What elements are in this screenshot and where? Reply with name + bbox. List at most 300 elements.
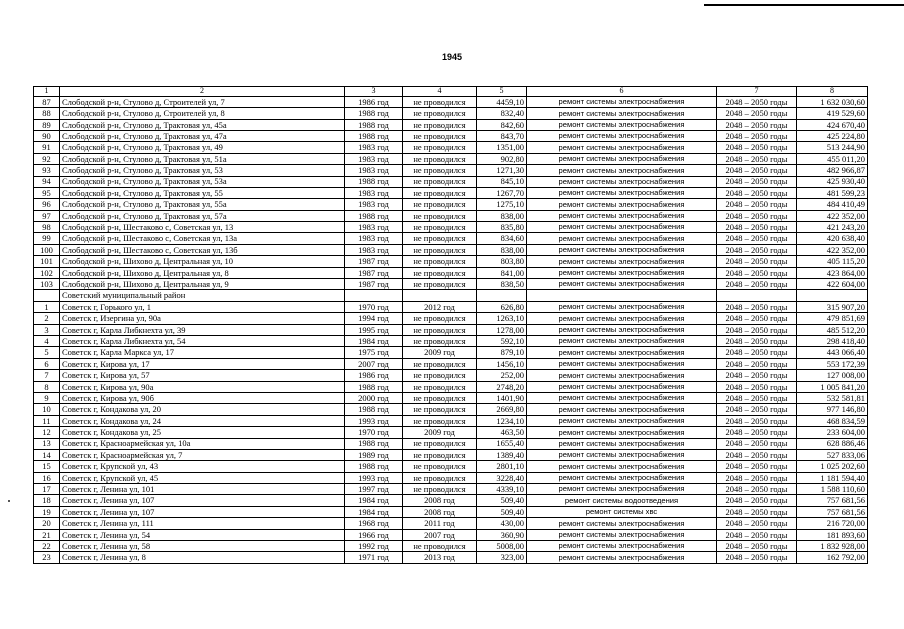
area-cell: [477, 290, 527, 301]
cost-cell: 1 025 202,60: [797, 461, 868, 472]
period-cell: 2048 – 2050 годы: [717, 484, 797, 495]
last-repair-cell: не проводился: [403, 176, 477, 187]
last-repair-cell: 2009 год: [403, 347, 477, 358]
capital-repair-table: [33, 86, 868, 564]
address-cell: Слободской р-н, Стулово д, Трактовая ул, 55а: [60, 199, 345, 210]
last-repair-cell: не проводился: [403, 336, 477, 347]
last-repair-cell: не проводился: [403, 392, 477, 403]
last-repair-cell: не проводился: [403, 199, 477, 210]
cost-cell: 1 005 841,20: [797, 381, 868, 392]
cost-cell: 977 146,80: [797, 404, 868, 415]
row-number: 20: [34, 518, 60, 529]
cost-cell: 468 834,59: [797, 415, 868, 426]
build-year-cell: 1988 год: [345, 438, 403, 449]
table-row: [34, 449, 868, 460]
cost-cell: 425 930,40: [797, 176, 868, 187]
area-cell: 463,50: [477, 427, 527, 438]
row-number: 23: [34, 552, 60, 563]
cost-cell: 481 599,23: [797, 187, 868, 198]
work-type-cell: ремонт системы электроснабжения: [527, 119, 717, 130]
period-cell: 2048 – 2050 годы: [717, 347, 797, 358]
last-repair-cell: не проводился: [403, 256, 477, 267]
period-cell: 2048 – 2050 годы: [717, 415, 797, 426]
table-row: [34, 267, 868, 278]
last-repair-cell: 2008 год: [403, 506, 477, 517]
work-type-cell: ремонт системы электроснабжения: [527, 130, 717, 141]
area-cell: 2748,20: [477, 381, 527, 392]
row-number: [34, 290, 60, 301]
period-cell: 2048 – 2050 годы: [717, 165, 797, 176]
build-year-cell: 1988 год: [345, 119, 403, 130]
cost-cell: 482 966,87: [797, 165, 868, 176]
work-type-cell: ремонт системы электроснабжения: [527, 153, 717, 164]
area-cell: 879,10: [477, 347, 527, 358]
address-cell: Советск г, Ленина ул, 107: [60, 506, 345, 517]
table-row: [34, 427, 868, 438]
area-cell: 509,40: [477, 506, 527, 517]
work-type-cell: ремонт системы электроснабжения: [527, 381, 717, 392]
table-row: [34, 506, 868, 517]
section-header-row: [34, 290, 868, 301]
row-number: 13: [34, 438, 60, 449]
address-cell: Советск г, Карла Маркса ул, 17: [60, 347, 345, 358]
area-cell: 902,80: [477, 153, 527, 164]
address-cell: Слободской р-н, Стулово д, Трактовая ул, 45а: [60, 119, 345, 130]
build-year-cell: 1993 год: [345, 415, 403, 426]
row-number: 95: [34, 187, 60, 198]
work-type-cell: ремонт системы водоотведения: [527, 495, 717, 506]
period-cell: 2048 – 2050 годы: [717, 427, 797, 438]
table-row: [34, 438, 868, 449]
last-repair-cell: не проводился: [403, 165, 477, 176]
build-year-cell: 1986 год: [345, 370, 403, 381]
area-cell: 1234,10: [477, 415, 527, 426]
row-number: 100: [34, 244, 60, 255]
table-row: [34, 518, 868, 529]
address-cell: Советский муниципальный район: [60, 290, 345, 301]
last-repair-cell: 2011 год: [403, 518, 477, 529]
work-type-cell: ремонт системы электроснабжения: [527, 370, 717, 381]
build-year-cell: 1968 год: [345, 518, 403, 529]
last-repair-cell: не проводился: [403, 210, 477, 221]
last-repair-cell: не проводился: [403, 96, 477, 107]
table-row: [34, 495, 868, 506]
table-row: [34, 279, 868, 290]
row-number: 16: [34, 472, 60, 483]
address-cell: Слободской р-н, Стулово д, Трактовая ул, 55: [60, 187, 345, 198]
work-type-cell: ремонт системы электроснабжения: [527, 461, 717, 472]
work-type-cell: ремонт системы электроснабжения: [527, 347, 717, 358]
table-row: [34, 244, 868, 255]
address-cell: Советск г, Горького ул, 1: [60, 301, 345, 312]
cost-cell: 127 008,00: [797, 370, 868, 381]
table-row: [34, 392, 868, 403]
table-row: [34, 552, 868, 563]
work-type-cell: ремонт системы электроснабжения: [527, 427, 717, 438]
cost-cell: 421 243,20: [797, 222, 868, 233]
address-cell: Слободской р-н, Шихово д, Центральная ул, 10: [60, 256, 345, 267]
build-year-cell: 1983 год: [345, 233, 403, 244]
work-type-cell: [527, 290, 717, 301]
period-cell: 2048 – 2050 годы: [717, 313, 797, 324]
work-type-cell: ремонт системы электроснабжения: [527, 210, 717, 221]
cost-cell: 479 851,69: [797, 313, 868, 324]
last-repair-cell: не проводился: [403, 233, 477, 244]
column-number-row: [34, 87, 868, 97]
work-type-cell: ремонт системы электроснабжения: [527, 199, 717, 210]
last-repair-cell: не проводился: [403, 153, 477, 164]
work-type-cell: ремонт системы электроснабжения: [527, 324, 717, 335]
period-cell: 2048 – 2050 годы: [717, 392, 797, 403]
table-row: [34, 404, 868, 415]
address-cell: Советск г, Ленина ул, 107: [60, 495, 345, 506]
row-number: 87: [34, 96, 60, 107]
table-row: [34, 199, 868, 210]
cost-cell: 424 670,40: [797, 119, 868, 130]
address-cell: Советск г, Ленина ул, 8: [60, 552, 345, 563]
row-number: 97: [34, 210, 60, 221]
area-cell: 832,40: [477, 108, 527, 119]
area-cell: 3228,40: [477, 472, 527, 483]
area-cell: 1401,90: [477, 392, 527, 403]
area-cell: 2801,10: [477, 461, 527, 472]
table-row: [34, 472, 868, 483]
address-cell: Советск г, Ленина ул, 101: [60, 484, 345, 495]
work-type-cell: ремонт системы электроснабжения: [527, 313, 717, 324]
last-repair-cell: [403, 290, 477, 301]
area-cell: 841,00: [477, 267, 527, 278]
address-cell: Советск г, Кондакова ул, 24: [60, 415, 345, 426]
address-cell: Слободской р-н, Шестаково с, Советская ул, 13а: [60, 233, 345, 244]
row-number: 3: [34, 324, 60, 335]
cost-cell: 216 720,00: [797, 518, 868, 529]
period-cell: 2048 – 2050 годы: [717, 153, 797, 164]
address-cell: Советск г, Красноармейская ул, 10а: [60, 438, 345, 449]
work-type-cell: ремонт системы электроснабжения: [527, 96, 717, 107]
table-row: [34, 96, 868, 107]
area-cell: 838,00: [477, 244, 527, 255]
scan-mark: [8, 500, 10, 502]
area-cell: 838,00: [477, 210, 527, 221]
build-year-cell: 1994 год: [345, 313, 403, 324]
area-cell: 1275,10: [477, 199, 527, 210]
area-cell: 838,50: [477, 279, 527, 290]
period-cell: 2048 – 2050 годы: [717, 130, 797, 141]
build-year-cell: 1987 год: [345, 256, 403, 267]
period-cell: 2048 – 2050 годы: [717, 256, 797, 267]
row-number: 2: [34, 313, 60, 324]
work-type-cell: ремонт системы электроснабжения: [527, 518, 717, 529]
build-year-cell: 1984 год: [345, 336, 403, 347]
build-year-cell: 1986 год: [345, 96, 403, 107]
build-year-cell: 1988 год: [345, 461, 403, 472]
period-cell: 2048 – 2050 годы: [717, 495, 797, 506]
work-type-cell: ремонт системы электроснабжения: [527, 256, 717, 267]
cost-cell: 425 224,80: [797, 130, 868, 141]
address-cell: Советск г, Кирова ул, 90а: [60, 381, 345, 392]
build-year-cell: 1987 год: [345, 279, 403, 290]
column-header: 2: [60, 87, 345, 97]
period-cell: 2048 – 2050 годы: [717, 222, 797, 233]
cost-cell: 181 893,60: [797, 529, 868, 540]
table-row: [34, 256, 868, 267]
last-repair-cell: не проводился: [403, 119, 477, 130]
last-repair-cell: не проводился: [403, 222, 477, 233]
period-cell: 2048 – 2050 годы: [717, 404, 797, 415]
build-year-cell: 1995 год: [345, 324, 403, 335]
work-type-cell: ремонт системы электроснабжения: [527, 222, 717, 233]
table-row: [34, 233, 868, 244]
period-cell: 2048 – 2050 годы: [717, 370, 797, 381]
work-type-cell: ремонт системы электроснабжения: [527, 552, 717, 563]
area-cell: 626,80: [477, 301, 527, 312]
area-cell: 509,40: [477, 495, 527, 506]
cost-cell: 1 832 928,00: [797, 541, 868, 552]
area-cell: 5008,00: [477, 541, 527, 552]
work-type-cell: ремонт системы электроснабжения: [527, 415, 717, 426]
build-year-cell: 1989 год: [345, 449, 403, 460]
address-cell: Советск г, Красноармейская ул, 7: [60, 449, 345, 460]
period-cell: 2048 – 2050 годы: [717, 199, 797, 210]
build-year-cell: 1988 год: [345, 404, 403, 415]
address-cell: Советск г, Карла Либкнехта ул, 39: [60, 324, 345, 335]
area-cell: 845,10: [477, 176, 527, 187]
period-cell: 2048 – 2050 годы: [717, 119, 797, 130]
table-row: [34, 358, 868, 369]
row-number: 5: [34, 347, 60, 358]
period-cell: 2048 – 2050 годы: [717, 472, 797, 483]
build-year-cell: 1971 год: [345, 552, 403, 563]
cost-cell: 422 604,00: [797, 279, 868, 290]
last-repair-cell: не проводился: [403, 244, 477, 255]
area-cell: 430,00: [477, 518, 527, 529]
cost-cell: 315 907,20: [797, 301, 868, 312]
address-cell: Советск г, Кондакова ул, 20: [60, 404, 345, 415]
cost-cell: 422 352,00: [797, 210, 868, 221]
row-number: 15: [34, 461, 60, 472]
area-cell: 4339,10: [477, 484, 527, 495]
cost-cell: 757 681,56: [797, 506, 868, 517]
area-cell: 843,70: [477, 130, 527, 141]
area-cell: 360,90: [477, 529, 527, 540]
cost-cell: 420 638,40: [797, 233, 868, 244]
area-cell: 1263,10: [477, 313, 527, 324]
area-cell: 842,60: [477, 119, 527, 130]
cost-cell: 1 632 030,60: [797, 96, 868, 107]
work-type-cell: ремонт системы электроснабжения: [527, 404, 717, 415]
build-year-cell: 1988 год: [345, 210, 403, 221]
area-cell: 1267,70: [477, 187, 527, 198]
row-number: 7: [34, 370, 60, 381]
work-type-cell: ремонт системы электроснабжения: [527, 267, 717, 278]
work-type-cell: ремонт системы электроснабжения: [527, 233, 717, 244]
period-cell: 2048 – 2050 годы: [717, 187, 797, 198]
period-cell: 2048 – 2050 годы: [717, 176, 797, 187]
address-cell: Слободской р-н, Стулово д, Трактовая ул, 53: [60, 165, 345, 176]
row-number: 89: [34, 119, 60, 130]
row-number: 11: [34, 415, 60, 426]
area-cell: 1271,30: [477, 165, 527, 176]
address-cell: Слободской р-н, Шихово д, Центральная ул, 8: [60, 267, 345, 278]
period-cell: 2048 – 2050 годы: [717, 541, 797, 552]
period-cell: 2048 – 2050 годы: [717, 438, 797, 449]
row-number: 91: [34, 142, 60, 153]
work-type-cell: ремонт системы электроснабжения: [527, 244, 717, 255]
area-cell: 803,80: [477, 256, 527, 267]
address-cell: Слободской р-н, Шестаково с, Советская ул, 13б: [60, 244, 345, 255]
top-rule: [704, 4, 904, 6]
period-cell: 2048 – 2050 годы: [717, 279, 797, 290]
row-number: 21: [34, 529, 60, 540]
last-repair-cell: не проводился: [403, 267, 477, 278]
period-cell: 2048 – 2050 годы: [717, 506, 797, 517]
last-repair-cell: не проводился: [403, 324, 477, 335]
last-repair-cell: не проводился: [403, 484, 477, 495]
area-cell: 1389,40: [477, 449, 527, 460]
build-year-cell: 1983 год: [345, 187, 403, 198]
cost-cell: 162 792,00: [797, 552, 868, 563]
table-row: [34, 529, 868, 540]
last-repair-cell: не проводился: [403, 404, 477, 415]
work-type-cell: ремонт системы электроснабжения: [527, 336, 717, 347]
address-cell: Советск г, Ленина ул, 111: [60, 518, 345, 529]
row-number: 94: [34, 176, 60, 187]
address-cell: Слободской р-н, Стулово д, Трактовая ул, 57а: [60, 210, 345, 221]
period-cell: 2048 – 2050 годы: [717, 324, 797, 335]
work-type-cell: ремонт системы электроснабжения: [527, 484, 717, 495]
last-repair-cell: 2007 год: [403, 529, 477, 540]
last-repair-cell: не проводился: [403, 438, 477, 449]
period-cell: 2048 – 2050 годы: [717, 529, 797, 540]
cost-cell: 553 172,39: [797, 358, 868, 369]
build-year-cell: 1983 год: [345, 153, 403, 164]
build-year-cell: 1988 год: [345, 130, 403, 141]
build-year-cell: 2007 год: [345, 358, 403, 369]
last-repair-cell: не проводился: [403, 187, 477, 198]
cost-cell: 1 588 110,60: [797, 484, 868, 495]
table-row: [34, 484, 868, 495]
build-year-cell: 1970 год: [345, 427, 403, 438]
last-repair-cell: не проводился: [403, 130, 477, 141]
address-cell: Слободской р-н, Стулово д, Трактовая ул, 49: [60, 142, 345, 153]
cost-cell: 422 352,00: [797, 244, 868, 255]
period-cell: 2048 – 2050 годы: [717, 301, 797, 312]
area-cell: 2669,80: [477, 404, 527, 415]
address-cell: Советск г, Кирова ул, 17: [60, 358, 345, 369]
period-cell: 2048 – 2050 годы: [717, 336, 797, 347]
row-number: 17: [34, 484, 60, 495]
work-type-cell: ремонт системы электроснабжения: [527, 438, 717, 449]
address-cell: Советск г, Изергина ул, 90а: [60, 313, 345, 324]
last-repair-cell: не проводился: [403, 108, 477, 119]
table-row: [34, 142, 868, 153]
last-repair-cell: 2013 год: [403, 552, 477, 563]
build-year-cell: 1983 год: [345, 199, 403, 210]
period-cell: [717, 290, 797, 301]
table-row: [34, 381, 868, 392]
column-header: 7: [717, 87, 797, 97]
last-repair-cell: не проводился: [403, 279, 477, 290]
table-row: [34, 187, 868, 198]
work-type-cell: ремонт системы электроснабжения: [527, 279, 717, 290]
cost-cell: 1 181 594,40: [797, 472, 868, 483]
table-row: [34, 153, 868, 164]
last-repair-cell: 2009 год: [403, 427, 477, 438]
row-number: 103: [34, 279, 60, 290]
work-type-cell: ремонт системы электроснабжения: [527, 165, 717, 176]
period-cell: 2048 – 2050 годы: [717, 244, 797, 255]
build-year-cell: 1975 год: [345, 347, 403, 358]
address-cell: Слободской р-н, Стулово д, Строителей ул, 8: [60, 108, 345, 119]
row-number: 6: [34, 358, 60, 369]
row-number: 10: [34, 404, 60, 415]
build-year-cell: 1988 год: [345, 108, 403, 119]
row-number: 19: [34, 506, 60, 517]
period-cell: 2048 – 2050 годы: [717, 449, 797, 460]
row-number: 4: [34, 336, 60, 347]
period-cell: 2048 – 2050 годы: [717, 96, 797, 107]
cost-cell: 532 581,81: [797, 392, 868, 403]
work-type-cell: ремонт системы хвс: [527, 506, 717, 517]
row-number: 14: [34, 449, 60, 460]
area-cell: 592,10: [477, 336, 527, 347]
period-cell: 2048 – 2050 годы: [717, 142, 797, 153]
last-repair-cell: не проводился: [403, 313, 477, 324]
last-repair-cell: не проводился: [403, 415, 477, 426]
work-type-cell: ремонт системы электроснабжения: [527, 187, 717, 198]
period-cell: 2048 – 2050 годы: [717, 358, 797, 369]
address-cell: Слободской р-н, Шихово д, Центральная ул, 9: [60, 279, 345, 290]
build-year-cell: 1983 год: [345, 244, 403, 255]
column-header: 4: [403, 87, 477, 97]
work-type-cell: ремонт системы электроснабжения: [527, 449, 717, 460]
last-repair-cell: не проводился: [403, 381, 477, 392]
build-year-cell: 1966 год: [345, 529, 403, 540]
area-cell: 323,00: [477, 552, 527, 563]
period-cell: 2048 – 2050 годы: [717, 108, 797, 119]
row-number: 18: [34, 495, 60, 506]
area-cell: 1351,00: [477, 142, 527, 153]
area-cell: 4459,10: [477, 96, 527, 107]
build-year-cell: 1984 год: [345, 495, 403, 506]
table-body: [34, 96, 868, 563]
table-row: [34, 301, 868, 312]
cost-cell: [797, 290, 868, 301]
build-year-cell: 1992 год: [345, 541, 403, 552]
last-repair-cell: не проводился: [403, 541, 477, 552]
last-repair-cell: не проводился: [403, 449, 477, 460]
last-repair-cell: не проводился: [403, 370, 477, 381]
table-row: [34, 415, 868, 426]
cost-cell: 443 066,40: [797, 347, 868, 358]
table-row: [34, 541, 868, 552]
table-row: [34, 108, 868, 119]
address-cell: Советск г, Крупской ул, 43: [60, 461, 345, 472]
work-type-cell: ремонт системы электроснабжения: [527, 301, 717, 312]
last-repair-cell: не проводился: [403, 358, 477, 369]
address-cell: Слободской р-н, Шестаково с, Советская ул, 13: [60, 222, 345, 233]
cost-cell: 485 512,20: [797, 324, 868, 335]
work-type-cell: ремонт системы электроснабжения: [527, 358, 717, 369]
work-type-cell: ремонт системы электроснабжения: [527, 392, 717, 403]
build-year-cell: 1993 год: [345, 472, 403, 483]
build-year-cell: 2000 год: [345, 392, 403, 403]
cost-cell: 527 833,06: [797, 449, 868, 460]
address-cell: Советск г, Кондакова ул, 25: [60, 427, 345, 438]
build-year-cell: 1987 год: [345, 267, 403, 278]
table-row: [34, 324, 868, 335]
work-type-cell: ремонт системы электроснабжения: [527, 142, 717, 153]
